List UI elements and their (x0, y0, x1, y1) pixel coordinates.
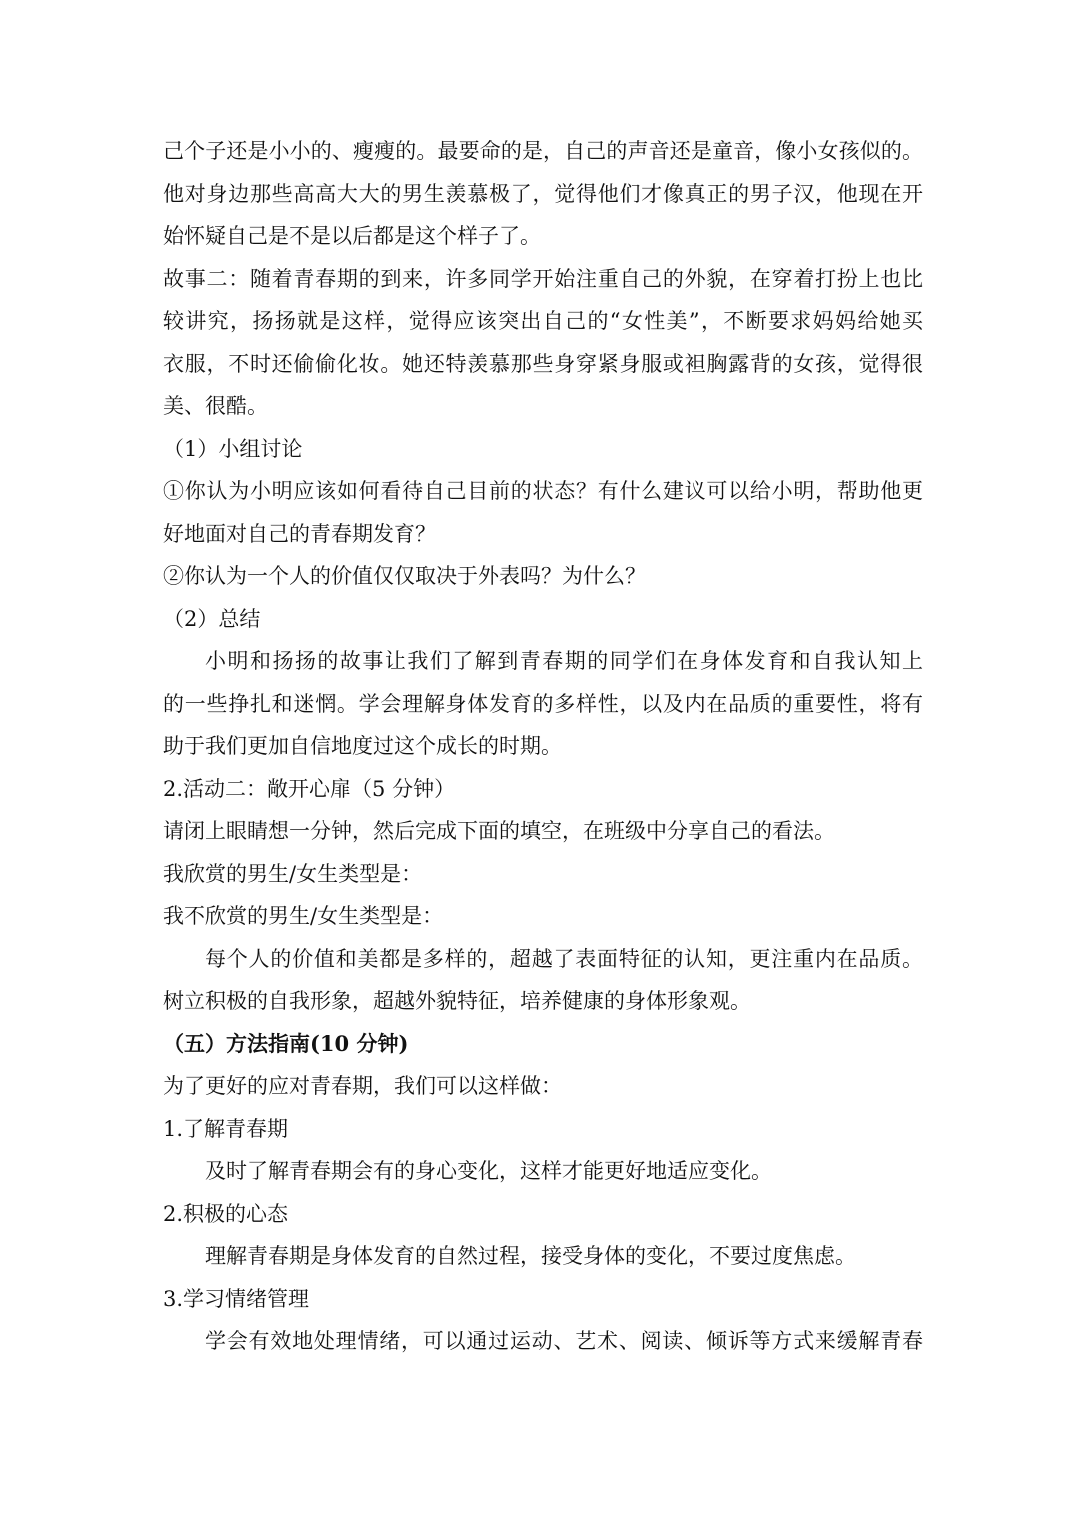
document-body (163, 130, 923, 1363)
text-line: 学会有效地处理情绪，可以通过运动、艺术、阅读、倾诉等方式来缓解青春 (205, 1329, 923, 1353)
text-line: 较讲究，扬扬就是这样，觉得应该突出自己的“女性美”，不断要求妈妈给她买 (163, 309, 923, 333)
text-line: 小明和扬扬的故事让我们了解到青春期的同学们在身体发育和自我认知上 (205, 649, 923, 673)
subheading: 2.积极的心态 (163, 1201, 289, 1226)
subheading: （2）总结 (163, 606, 261, 631)
text-line: 我欣赏的男生/女生类型是： (163, 861, 423, 886)
text-line: 助于我们更加自信地度过这个成长的时期。 (163, 734, 562, 758)
subheading: （1）小组讨论 (163, 436, 303, 461)
subheading: 2.活动二：敞开心扉（5 分钟） (163, 776, 456, 801)
text-line: 树立积极的自我形象，超越外貌特征，培养健康的身体形象观。 (163, 989, 751, 1013)
subheading: 3.学习情绪管理 (163, 1286, 310, 1311)
text-line: 为了更好的应对青春期，我们可以这样做： (163, 1074, 562, 1098)
text-line: 故事二：随着青春期的到来，许多同学开始注重自己的外貌，在穿着打扮上也比 (163, 266, 923, 291)
text-line: 好地面对自己的青春期发育？ (163, 521, 436, 546)
text-line: 始怀疑自己是不是以后都是这个样子了。 (163, 224, 541, 248)
section-heading: （五）方法指南(10 分钟) (163, 1030, 409, 1056)
text-line: 他对身边那些高高大大的男生羡慕极了，觉得他们才像真正的男子汉，他现在开 (163, 181, 923, 206)
text-line: 我不欣赏的男生/女生类型是： (163, 904, 444, 928)
subheading: 1.了解青春期 (163, 1116, 289, 1141)
text-line: 的一些挣扎和迷惘。学会理解身体发育的多样性，以及内在品质的重要性，将有 (163, 691, 923, 716)
text-line: 请闭上眼睛想一分钟，然后完成下面的填空，在班级中分享自己的看法。 (163, 819, 835, 843)
text-line: 每个人的价值和美都是多样的，超越了表面特征的认知，更注重内在品质。 (205, 946, 923, 971)
text-line: ②你认为一个人的价值仅仅取决于外表吗？为什么？ (163, 564, 646, 588)
text-line: 及时了解青春期会有的身心变化，这样才能更好地适应变化。 (205, 1159, 772, 1183)
text-line: 美、很酷。 (163, 394, 268, 418)
text-line: 己个子还是小小的、瘦瘦的。最要命的是，自己的声音还是童音，像小女孩似的。 (163, 139, 923, 163)
text-line: ①你认为小明应该如何看待自己目前的状态？有什么建议可以给小明，帮助他更 (163, 479, 923, 503)
text-line: 衣服，不时还偷偷化妆。她还特羡慕那些身穿紧身服或袒胸露背的女孩，觉得很 (163, 351, 923, 376)
text-line: 理解青春期是身体发育的自然过程，接受身体的变化，不要过度焦虑。 (205, 1244, 856, 1268)
